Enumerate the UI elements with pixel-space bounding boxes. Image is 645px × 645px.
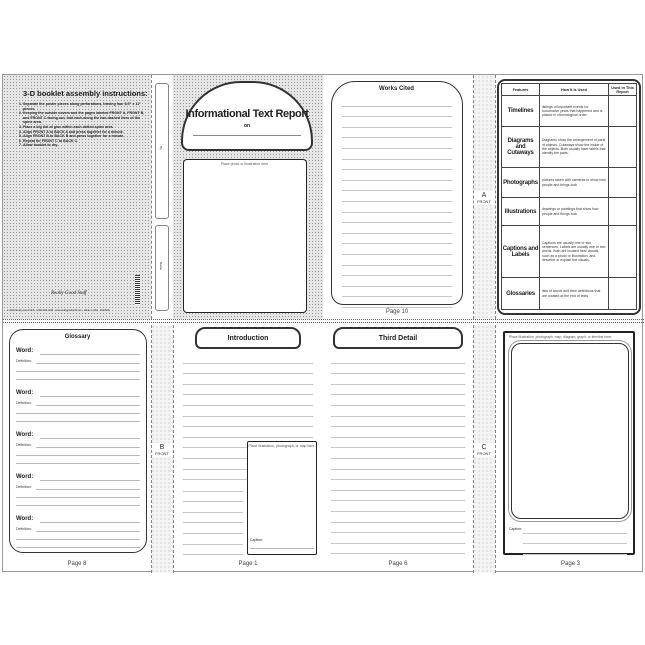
feature-name: Timelines (502, 96, 540, 127)
assembly-title: 3-D booklet assembly instructions: (23, 89, 148, 98)
scalloped-frame (511, 343, 629, 519)
used-check-cell[interactable] (609, 168, 637, 198)
features-row (502, 168, 637, 198)
introduction-banner (195, 327, 301, 349)
poster-sheet (2, 74, 643, 572)
glossary-word-line[interactable] (40, 438, 140, 439)
feature-name: Photographs (502, 168, 540, 198)
cover-photo-box (183, 159, 307, 313)
features-row (502, 226, 637, 278)
page-number: Page 1 (238, 561, 258, 567)
introduction-panel (173, 325, 323, 573)
features-row (502, 127, 637, 168)
glossary-def-line[interactable] (16, 463, 140, 464)
features-header: Features (502, 84, 540, 96)
glossary-word-label: Word: (16, 474, 34, 480)
barcode-icon (135, 275, 140, 305)
features-panel (497, 79, 641, 315)
spine-name-label: Name (159, 261, 164, 271)
assembly-step: 7. Allow booklet to dry. (23, 143, 149, 148)
page3-caption-label: Caption: (509, 527, 523, 531)
front-c-text: FRONT (477, 451, 491, 456)
third-detail-panel (323, 325, 473, 573)
glossary-def-line[interactable] (16, 421, 140, 422)
page3-photo-caption: Place illustration, photograph, map, diagram, graph, or timeline here. (509, 335, 613, 339)
front-b-text: FRONT (155, 451, 169, 456)
introduction-title: Introduction (227, 334, 269, 342)
caption-line (250, 548, 314, 549)
front-c-letter: C (481, 444, 487, 451)
front-a-text: FRONT (477, 199, 491, 204)
used-check-cell[interactable] (609, 127, 637, 168)
glossary-panel (3, 325, 151, 573)
features-header: How It Is Used (540, 84, 609, 96)
cover-title: Informational Text Report (185, 108, 309, 120)
feature-name: Glossaries (502, 278, 540, 310)
glossary-word-line[interactable] (40, 396, 140, 397)
glossary-word-label: Word: (16, 516, 34, 522)
features-header-row (502, 84, 637, 96)
third-detail-lines (331, 353, 465, 554)
glossary-def-line[interactable] (16, 455, 140, 456)
used-check-cell[interactable] (609, 226, 637, 278)
page-number: Page 3 (560, 561, 581, 567)
fold-line (495, 75, 496, 319)
glossary-def-line[interactable] (16, 413, 140, 414)
page3-panel (497, 325, 644, 573)
front-b-letter: B (159, 444, 165, 451)
spine-c (473, 325, 495, 573)
glossary-word-label: Word: (16, 432, 34, 438)
cover-title-line (193, 135, 301, 136)
works-cited-panel (323, 75, 473, 319)
glossary-word-label: Word: (16, 390, 34, 396)
feature-use: pictures taken with cameras to show new people and things look (540, 168, 609, 198)
glossary-def-line[interactable] (36, 405, 140, 406)
introduction-lines-left (183, 481, 243, 555)
assembly-step: 2. Keeping the outside covers and the pages labeled FRONT A, FRONT B, and FRONT C facing out, fold each along the two dashed lines of the spine area. (23, 111, 149, 125)
fold-line (151, 75, 152, 319)
page-number: Page 10 (385, 309, 409, 315)
third-detail-title: Third Detail (378, 334, 418, 342)
perforation-line (3, 322, 644, 323)
works-cited-lines (342, 96, 452, 308)
glossary-def-label: Definition: (16, 359, 32, 363)
cover-photo-caption: Place photo or illustration here. (220, 162, 270, 166)
copyright-footer: © 2015 Really Good Stuff · 1-800-366-1920 · www.reallygoodstuff.com · Made in USA · #160508 (7, 309, 110, 312)
assembly-steps (11, 102, 149, 148)
glossary-def-line[interactable] (36, 531, 140, 532)
glossary-def-line[interactable] (16, 547, 140, 548)
glossary-def-line[interactable] (36, 489, 140, 490)
feature-use: lists of words and their definitions that are located at the end of texts (540, 278, 609, 310)
cover-title-banner (181, 81, 313, 151)
used-check-cell[interactable] (609, 198, 637, 226)
glossary-def-label: Definition: (16, 443, 32, 447)
assembly-step: 4. Align FRONT A to BACK A and press together for a minute. (23, 130, 149, 135)
assembly-step: 5. Align FRONT B to BACK B and press together for a minute. (23, 134, 149, 139)
introduction-photo-box (247, 441, 317, 555)
works-cited-frame (331, 81, 463, 305)
glossary-def-line[interactable] (16, 497, 140, 498)
features-row (502, 96, 637, 127)
brand-logo: Really Good Stuff (51, 291, 87, 296)
page-number: Page 8 (67, 561, 87, 567)
front-a-letter: A (481, 192, 487, 199)
spine-by-label: By (158, 146, 163, 150)
introduction-caption-label: Caption: (250, 538, 264, 542)
front-b-label (151, 443, 173, 457)
page-number: Page 6 (388, 561, 408, 567)
fold-line (151, 325, 152, 573)
glossary-def-line[interactable] (16, 371, 140, 372)
glossary-frame (9, 329, 147, 553)
assembly-step: 6. Repeat for FRONT C to BACK C. (23, 139, 149, 144)
feature-use: drawings or paintings that show how people and things look (540, 198, 609, 226)
feature-name: Diagrams and Cutaways (502, 127, 540, 168)
feature-use: Diagrams show the arrangement of parts of objects. Cutaways show the inside of the objects. Both usually have labels that identify the parts. (540, 127, 609, 168)
spine-box-bottom (155, 225, 169, 311)
page3-caption-lines (523, 523, 627, 555)
glossary-def-label: Definition: (16, 527, 32, 531)
glossary-word-line[interactable] (40, 522, 140, 523)
feature-name: Captions and Labels (502, 226, 540, 278)
instructions-panel (3, 75, 151, 319)
fold-line (473, 325, 474, 573)
front-c-label (473, 443, 495, 457)
glossary-def-line[interactable] (16, 539, 140, 540)
spine-b (151, 325, 173, 573)
feature-use: Captions are usually one or two sentences. Labels are usually one or two words. Both are located near visuals, such as a photo or illustration, and describe or explain the visuals. (540, 226, 609, 278)
glossary-title: Glossary (64, 334, 91, 340)
glossary-def-line[interactable] (36, 447, 140, 448)
features-row (502, 278, 637, 310)
spine-box-top (155, 83, 169, 219)
glossary-def-line[interactable] (16, 505, 140, 506)
used-check-cell[interactable] (609, 278, 637, 310)
glossary-def-line[interactable] (16, 379, 140, 380)
features-table (501, 83, 637, 310)
cover-panel (173, 75, 323, 319)
glossary-def-label: Definition: (16, 485, 32, 489)
assembly-step: 3. Place a big dot of glue within each dotted spine area. (23, 125, 149, 130)
glossary-def-line[interactable] (36, 363, 140, 364)
glossary-word-line[interactable] (40, 480, 140, 481)
feature-name: Illustrations (502, 198, 540, 226)
cover-sub: on (243, 123, 251, 129)
fold-line (495, 325, 496, 573)
page3-photo-box (503, 331, 635, 555)
perforation-line (3, 319, 644, 320)
feature-use: listings of important events for successive years that happened and is placed in chronological order (540, 96, 609, 127)
introduction-photo-caption: Place illustration, photograph, or map here. (248, 444, 316, 448)
used-check-cell[interactable] (609, 96, 637, 127)
glossary-word-label: Word: (16, 348, 34, 354)
third-detail-banner (333, 327, 463, 349)
cover-spine (151, 75, 173, 319)
assembly-step: 1. Separate the poster pieces along perforations, leaving four 8.5" x 11" pieces. (23, 102, 149, 111)
works-cited-title: Works Cited (379, 86, 414, 92)
features-header: Used in This Report (609, 84, 637, 96)
features-row (502, 198, 637, 226)
assembly-instructions (11, 89, 149, 148)
glossary-def-label: Definition: (16, 401, 32, 405)
front-a-label (473, 191, 495, 205)
fold-line (473, 75, 474, 319)
glossary-word-line[interactable] (40, 354, 140, 355)
spine-a (473, 75, 495, 319)
